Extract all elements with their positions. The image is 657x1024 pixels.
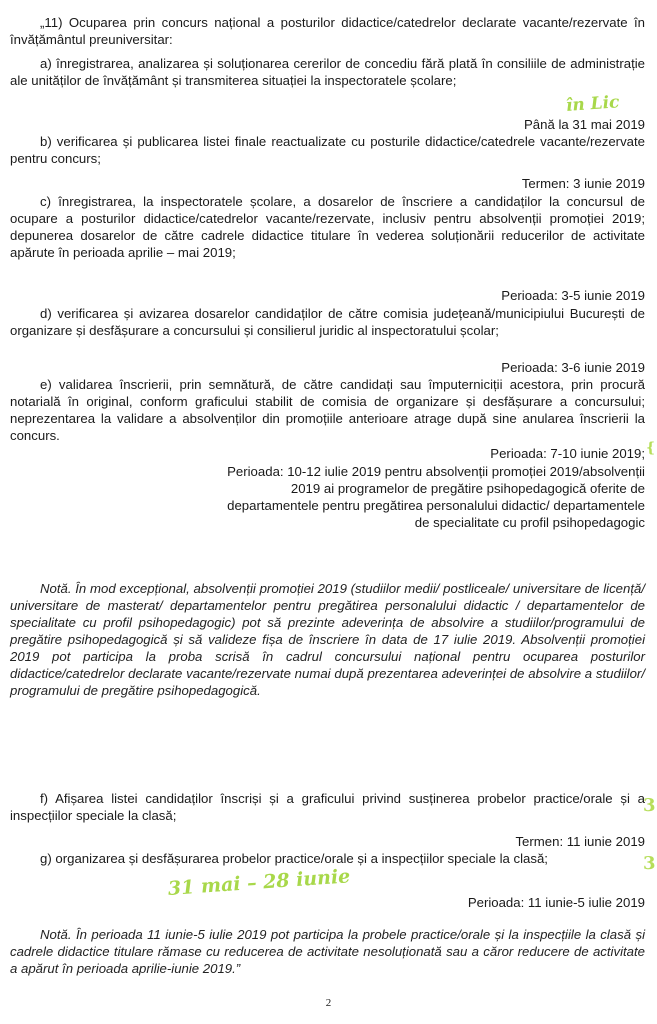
item-d-deadline: Perioada: 3-6 iunie 2019 xyxy=(501,360,645,375)
margin-mark: { xyxy=(646,440,656,456)
item-e-deadline: Perioada: 7-10 iunie 2019; xyxy=(490,446,645,461)
intro-paragraph: „11) Ocuparea prin concurs național a posturilor didactice/catedrelor declarate vacante/rezervate în învățământul preuniversitar: xyxy=(10,15,645,47)
item-a-deadline: Până la 31 mai 2019 xyxy=(524,117,645,132)
note-2: Notă. În perioada 11 iunie-5 iulie 2019 pot participa la probele practice/orale și la inspecțiile la clasă și cadrele didactice titulare rămase cu reducerea de activitate nesoluționată sau a căror reducere de activitate a apărut în perioada aprilie-iunie 2019.” xyxy=(10,927,645,976)
item-g-deadline: Perioada: 11 iunie-5 iulie 2019 xyxy=(467,895,645,910)
page-number: 2 xyxy=(325,997,332,1009)
margin-mark: 3 xyxy=(643,853,656,874)
margin-mark: 3 xyxy=(643,795,656,816)
note-1: Notă. În mod excepțional, absolvenții promoției 2019 (studiilor medii/ postliceale/ universitare de licență/ universitare de masterat/ departamentelor pentru pregătirea personalului didactic / departamentelor de specialitate cu profil psihopedagogic) pot să prezinte adeverința de absolvire a studiilor/programului de pregătire psihopedagogică și să valideze fișa de înscriere în data de 17 iulie 2019. Absolvenții promoției 2019 pot participa la proba scrisă în cadrul concursului național pentru ocuparea posturilor didactice/catedrelor declarate vacante/rezervate numai după prezentarea adeverinței de absolvire a studiilor/ programului de pregătire psihopedagogică. xyxy=(10,581,645,698)
item-c-text: c) înregistrarea, la inspectoratele școlare, a dosarelor de înscriere a candidaților la concursul de ocupare a posturilor didactice/catedrelor vacante/rezervate, inclusiv pentru absolvenții promoției 2019; depunerea dosarelor de către cadrele didactice titulare în vederea soluționării reducerilor de activitate apărute în perioada aprilie – mai 2019; xyxy=(10,194,645,260)
item-f-text: f) Afișarea listei candidaților înscriși și a graficului privind susținerea probelor practice/orale și a inspecțiilor speciale la clasă; xyxy=(10,791,645,823)
item-g-text: g) organizarea și desfășurarea probelor practice/orale și a inspecțiilor speciale la clasă; xyxy=(40,851,548,866)
item-d-text: d) verificarea și avizarea dosarelor candidaților de către comisia județeană/municipiului București de organizare și desfășurare a concursului și consilierul juridic al inspectoratului școlar; xyxy=(10,306,645,338)
item-a-text: a) înregistrarea, analizarea și soluționarea cererilor de concediu fără plată în consiliile de administrație ale unităților de învățământ și transmiterea situației la inspectoratele școlare; xyxy=(10,56,645,88)
handwritten-note-dates: 31 mai – 28 iunie xyxy=(167,865,351,900)
handwritten-note-top-right: în Lic xyxy=(565,92,621,116)
item-e-text: e) validarea înscrierii, prin semnătură, de către candidați sau împuterniciții acestora, prin procură notarială în original, conform graficului stabilit de comisia de organizare și desfășurare a concursului; neprezentarea la validare a absolvenților din promoțiile anterioare atrage după sine anularea înscrierii la concurs. xyxy=(10,377,645,443)
item-f-deadline: Termen: 11 iunie 2019 xyxy=(515,834,645,849)
item-b-deadline: Termen: 3 iunie 2019 xyxy=(521,176,645,191)
item-b-text: b) verificarea și publicarea listei finale reactualizate cu posturile didactice/catedrele vacante/rezervate pentru concurs; xyxy=(10,134,645,166)
item-c-deadline: Perioada: 3-5 iunie 2019 xyxy=(501,288,645,303)
item-e-extra-deadline: Perioada: 10-12 iulie 2019 pentru absolvenții promoției 2019/absolvenții 2019 ai programelor de pregătire psihopedagogică oferite de departamentele pentru pregătirea personalului didactic/ departamentele de specialitate cu profil psihopedagogic xyxy=(227,464,645,530)
